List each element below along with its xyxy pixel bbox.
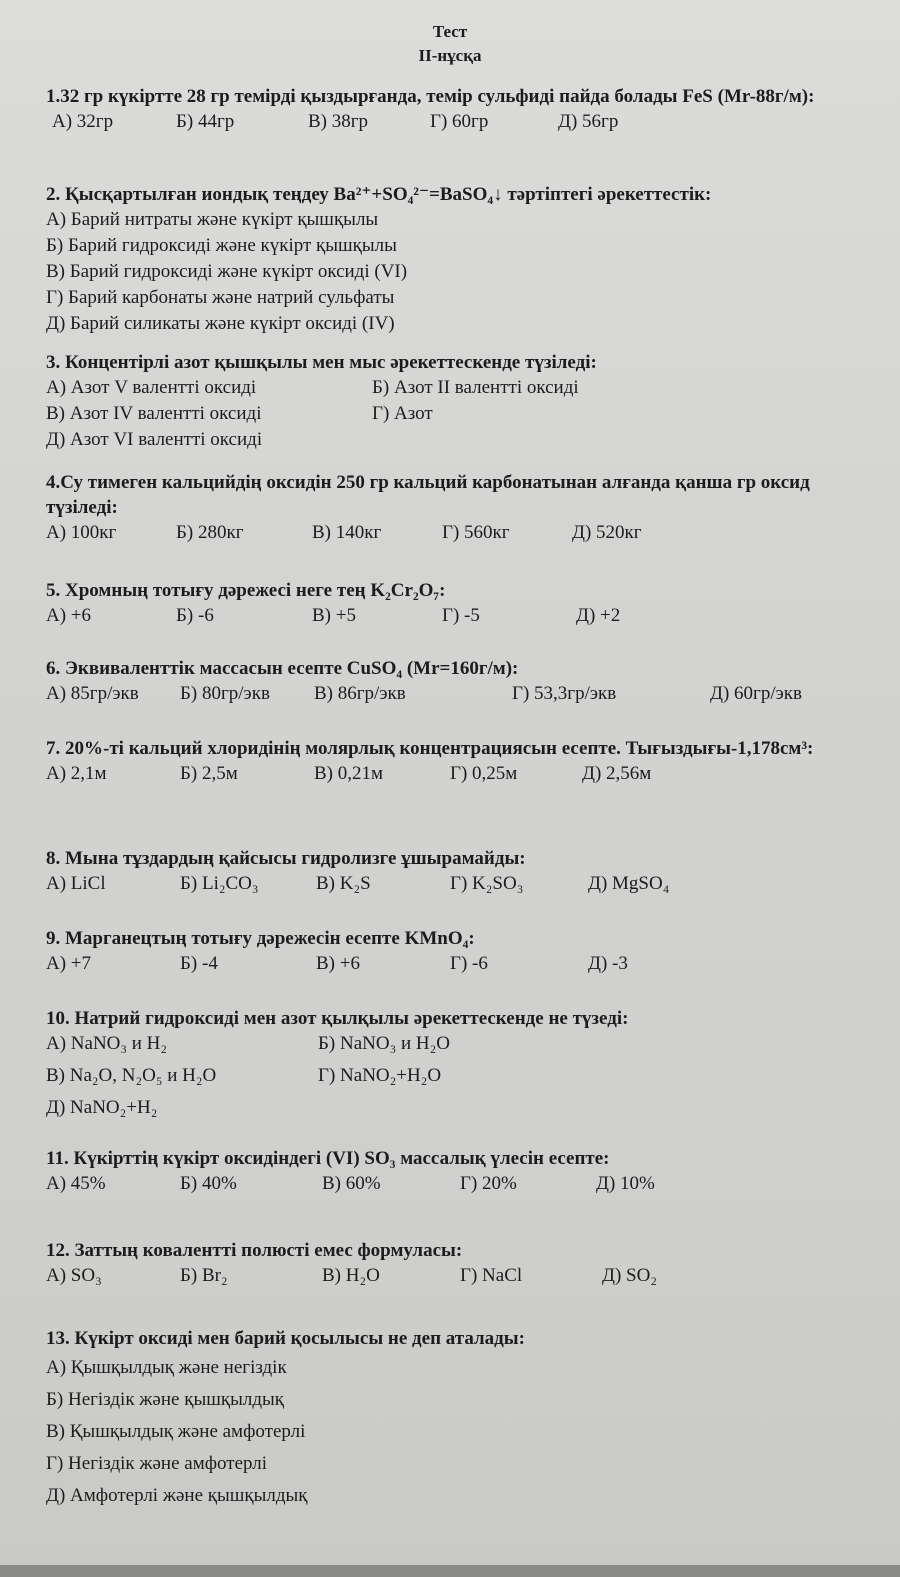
option-b: Б) 44гр: [176, 111, 235, 132]
question-3-options-row-1: [46, 375, 876, 401]
question-3: [46, 350, 876, 453]
option-c: В) H₂O: [322, 1265, 380, 1286]
question-1-options: [46, 109, 876, 135]
question-9-text: 9. Марганецтың тотығу дәрежесін есепте KMnO₄:: [46, 928, 475, 949]
question-13-text: 13. Күкірт оксиді мен барий қосылысы не деп аталады:: [46, 1328, 525, 1349]
option-a: А) 32гр: [52, 111, 114, 132]
question-9: [46, 926, 876, 977]
test-title: Тест: [432, 22, 468, 41]
question-5-options: [46, 603, 876, 629]
option-c: В) 38гр: [308, 111, 369, 132]
question-8-text: 8. Мына тұздардың қайсысы гидролизге ұшырамайды:: [46, 848, 526, 869]
option-d: Г) Негіздік және амфотерлі: [46, 1453, 268, 1474]
option-d: Г) 60гр: [430, 111, 489, 132]
option-c: В) +5: [312, 605, 356, 626]
question-8-options: [46, 871, 876, 897]
option-b: Б) 280кг: [176, 522, 244, 543]
option-c: В) 0,21м: [314, 763, 384, 784]
option-e: Д) 60гр/экв: [710, 683, 802, 704]
option-b: Б) -6: [176, 605, 214, 626]
option-a: А) 2,1м: [46, 763, 107, 784]
question-6-options: [46, 681, 876, 707]
question-10-options-row-1: [46, 1031, 876, 1057]
question-3-text: 3. Концентірлі азот қышқылы мен мыс әрекеттескенде түзіледі:: [46, 352, 597, 373]
header: [0, 20, 900, 68]
question-12: [46, 1238, 876, 1289]
question-4-text: 4.Су тимеген кальцийдің оксидін 250 гр кальций карбонатынан алғанда қанша гр оксид түзіледі:: [46, 472, 810, 518]
question-6: [46, 656, 876, 707]
question-2-text: 2. Қысқартылған иондық теңдеу Ba²⁺+SO₄²⁻=BaSO₄↓ тәртіптегі әрекеттестік:: [46, 184, 712, 205]
option-e: Д) Амфотерлі және қышқылдық: [46, 1485, 308, 1506]
question-11-options: [46, 1171, 876, 1197]
option-b: Б) Негіздік және қышқылдық: [46, 1389, 284, 1410]
option-e: Д) Азот VI валентті оксиді: [46, 429, 263, 450]
question-1: [46, 84, 876, 135]
question-10: [46, 1006, 876, 1121]
option-b: Б) Li₂CO₃: [180, 873, 259, 894]
option-b: Б) 80гр/экв: [180, 683, 270, 704]
question-2: [46, 182, 876, 337]
option-e: Д) 2,56м: [582, 763, 652, 784]
option-b: Б) NaNO₃ и H₂O: [318, 1033, 450, 1054]
option-c: В) 86гр/экв: [314, 683, 406, 704]
option-e: Д) NaNO₂+H₂: [46, 1097, 158, 1118]
option-c: В) Қышқылдық және амфотерлі: [46, 1421, 306, 1442]
option-a: А) 100кг: [46, 522, 117, 543]
option-a: А) Қышқылдық және негіздік: [46, 1357, 287, 1378]
option-d: Г) -6: [450, 953, 488, 974]
option-e: Д) 10%: [596, 1173, 655, 1194]
question-7-text: 7. 20%-ті кальций хлоридінің молярлық концентрациясын есепте. Тығыздығы-1,178см³:: [46, 738, 814, 759]
option-c: В) Азот IV валентті оксиді: [46, 403, 262, 424]
option-a: А) 85гр/экв: [46, 683, 139, 704]
option-d: Г) 0,25м: [450, 763, 518, 784]
option-d: Г) -5: [442, 605, 480, 626]
question-1-text: 1.32 гр күкіртте 28 гр темірді қыздырғанда, темір сульфиді пайда болады FeS (Mr-88г/м):: [46, 86, 815, 107]
option-a: А) 45%: [46, 1173, 106, 1194]
option-d: Г) 560кг: [442, 522, 510, 543]
option-c: В) Na₂O, N₂O₅ и H₂O: [46, 1065, 217, 1086]
option-c: В) K₂S: [316, 873, 371, 894]
question-9-options: [46, 951, 876, 977]
question-10-options-row-2: [46, 1063, 876, 1089]
option-b: Б) 2,5м: [180, 763, 238, 784]
question-6-text: 6. Эквиваленттік массасын есепте CuSO₄ (Mr=160г/м):: [46, 658, 519, 679]
question-4: [46, 470, 876, 546]
question-5: [46, 578, 876, 629]
question-12-options: [46, 1263, 876, 1289]
question-8: [46, 846, 876, 897]
question-11-text: 11. Күкірттің күкірт оксидіндегі (VI) SO₃ массалық үлесін есепте:: [46, 1148, 610, 1169]
option-c: В) 140кг: [312, 522, 382, 543]
question-10-text: 10. Натрий гидроксиді мен азот қылқылы әрекеттескенде не түзеді:: [46, 1008, 629, 1029]
option-e: Д) +2: [576, 605, 621, 626]
option-b: Б) Барий гидроксиді және күкірт қышқылы: [46, 235, 397, 256]
test-variant: ІІ-нұсқа: [418, 46, 482, 65]
option-e: Д) -3: [588, 953, 628, 974]
question-11: [46, 1146, 876, 1197]
question-3-options-row-2: [46, 401, 876, 427]
question-4-options: [46, 520, 876, 546]
option-d: Г) 20%: [460, 1173, 517, 1194]
question-5-text: 5. Хромның тотығу дәрежесі неге тең K₂Cr₂O₇:: [46, 580, 446, 601]
option-a: А) Барий нитраты және күкірт қышқылы: [46, 209, 379, 230]
option-d: Г) 53,3гр/экв: [512, 683, 617, 704]
option-a: А) NaNO₃ и H₂: [46, 1033, 168, 1054]
option-b: Б) 40%: [180, 1173, 237, 1194]
question-13: [46, 1326, 876, 1509]
option-e: Д) MgSO₄: [588, 873, 670, 894]
option-a: А) +6: [46, 605, 92, 626]
table-edge: [0, 1565, 900, 1577]
option-a: А) SO₃: [46, 1265, 102, 1286]
option-e: Д) 56гр: [558, 111, 619, 132]
option-e: Д) Барий силикаты және күкірт оксиді (IV): [46, 313, 395, 334]
option-d: Г) NaNO₂+H₂O: [318, 1065, 442, 1086]
option-b: Б) -4: [180, 953, 218, 974]
option-a: А) +7: [46, 953, 92, 974]
option-e: Д) SO₂: [602, 1265, 657, 1286]
option-a: А) Азот V валентті оксиді: [46, 377, 257, 398]
option-d: Г) Азот: [372, 403, 433, 424]
question-7-options: [46, 761, 876, 787]
option-c: В) +6: [316, 953, 360, 974]
option-d: Г) K₂SO₃: [450, 873, 524, 894]
option-c: В) 60%: [322, 1173, 381, 1194]
option-d: Г) Барий карбонаты және натрий сульфаты: [46, 287, 395, 308]
option-a: А) LiCl: [46, 873, 106, 894]
question-10-options-row-3: [46, 1095, 876, 1121]
question-3-options-row-3: [46, 427, 876, 453]
question-12-text: 12. Заттың ковалентті полюсті емес формуласы:: [46, 1240, 463, 1261]
option-c: В) Барий гидроксиді және күкірт оксиді (VI): [46, 261, 408, 282]
question-7: [46, 736, 876, 787]
option-e: Д) 520кг: [572, 522, 642, 543]
option-b: Б) Азот ІІ валентті оксиді: [372, 377, 579, 398]
option-d: Г) NaCl: [460, 1265, 523, 1286]
option-b: Б) Br₂: [180, 1265, 228, 1286]
